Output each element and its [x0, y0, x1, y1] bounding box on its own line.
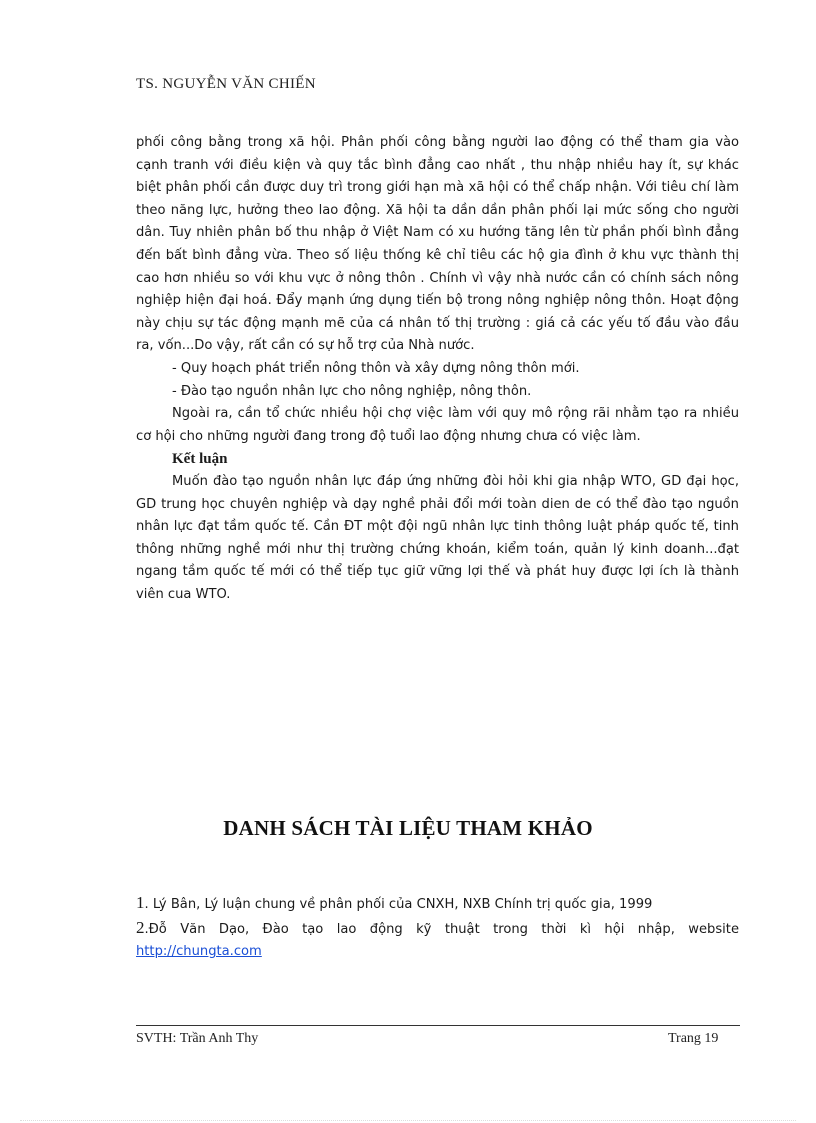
conclusion-heading: Kết luận — [172, 451, 228, 468]
paragraph-job-fairs: Ngoài ra, cần tổ chức nhiều hội chợ việc làm với quy mô rộng rãi nhằm tạo ra nhiều cơ hội cho những người đang trong độ tuổi lao động nhưng chưa có việc làm. — [136, 406, 739, 444]
reference-text: .Đỗ Văn Dạo, Đào tạo lao động kỹ thuật trong thời kì hội nhập, website — [144, 921, 739, 937]
reference-item-1 — [136, 892, 739, 917]
reference-link[interactable]: http://chungta.com — [136, 944, 262, 960]
body-text — [136, 132, 739, 606]
reference-number: 1 — [136, 893, 145, 912]
paragraph-main: phối công bằng trong xã hội. Phân phối công bằng người lao động có thể tham gia vào cạnh tranh với điều kiện và quy tắc bình đẳng cao nhất , thu nhập nhiều hay ít, sự khác biệt phân phối cần được duy trì trong giới hạn mà xã hội có thể chấp nhận. Với tiêu chí làm theo năng lực, hưởng theo lao động. Xã hội ta dần dần phân phối lại mức sống cho người dân. Tuy nhiên phân bố thu nhập ở Việt Nam có xu hướng tăng lên từ phần phối bình đẳng đến bất bình đẳng vừa. Theo số liệu thống kê chỉ tiêu các hộ gia đình ở khu vực thành thị cao hơn nhiều so với khu vực ở nông thôn . Chính vì vậy nhà nước cần có chính sách nông nghiệp hiện đại hoá. Đẩy mạnh ứng dụng tiến bộ trong nông nghiệp nông thôn. Hoạt động này chịu sự tác động mạnh mẽ của cá nhân tố thị trường : giá cả các yếu tố đầu vào đầu ra, vốn...Do vậy, rất cần có sự hỗ trợ của Nhà nước. — [136, 135, 739, 354]
conclusion-paragraph: Muốn đào tạo nguồn nhân lực đáp ứng những đòi hỏi khi gia nhập WTO, GD đại học, GD trung học chuyên nghiệp và dạy nghề phải đổi mới toàn dien de có thể đào tạo nguồn nhân lực đạt tầm quốc tế. Cần ĐT một đội ngũ nhân lực tinh thông luật pháp quốc tế, tinh thông những nghề mới như thị trường chứng khoán, kiểm toán, quản lý kinh doanh...đạt ngang tầm quốc tế mới có thể tiếp tục giữ vững lợi thế và phát huy được lợi ích là thành viên cua WTO. — [136, 473, 739, 602]
reference-text: . Lý Bân, Lý luận chung về phân phối của CNXH, NXB Chính trị quốc gia, 1999 — [144, 897, 653, 912]
page-edge-divider — [20, 1120, 796, 1121]
references-title: DANH SÁCH TÀI LIỆU THAM KHẢO — [223, 816, 593, 840]
bullet-item-rural-planning: - Quy hoạch phát triển nông thôn và xây dựng nông thôn mới. — [172, 360, 580, 376]
footer-page-number: Trang 19 — [668, 1031, 719, 1046]
reference-item-2 — [136, 917, 739, 964]
bullet-item-training: - Đào tạo nguồn nhân lực cho nông nghiệp, nông thôn. — [172, 383, 532, 399]
footer-student: SVTH: Trần Anh Thy — [136, 1031, 259, 1046]
footer-divider — [136, 1025, 740, 1026]
page-header-author: TS. NGUYỄN VĂN CHIẾN — [136, 76, 316, 92]
references-list — [136, 892, 739, 964]
reference-number: 2 — [136, 917, 145, 937]
